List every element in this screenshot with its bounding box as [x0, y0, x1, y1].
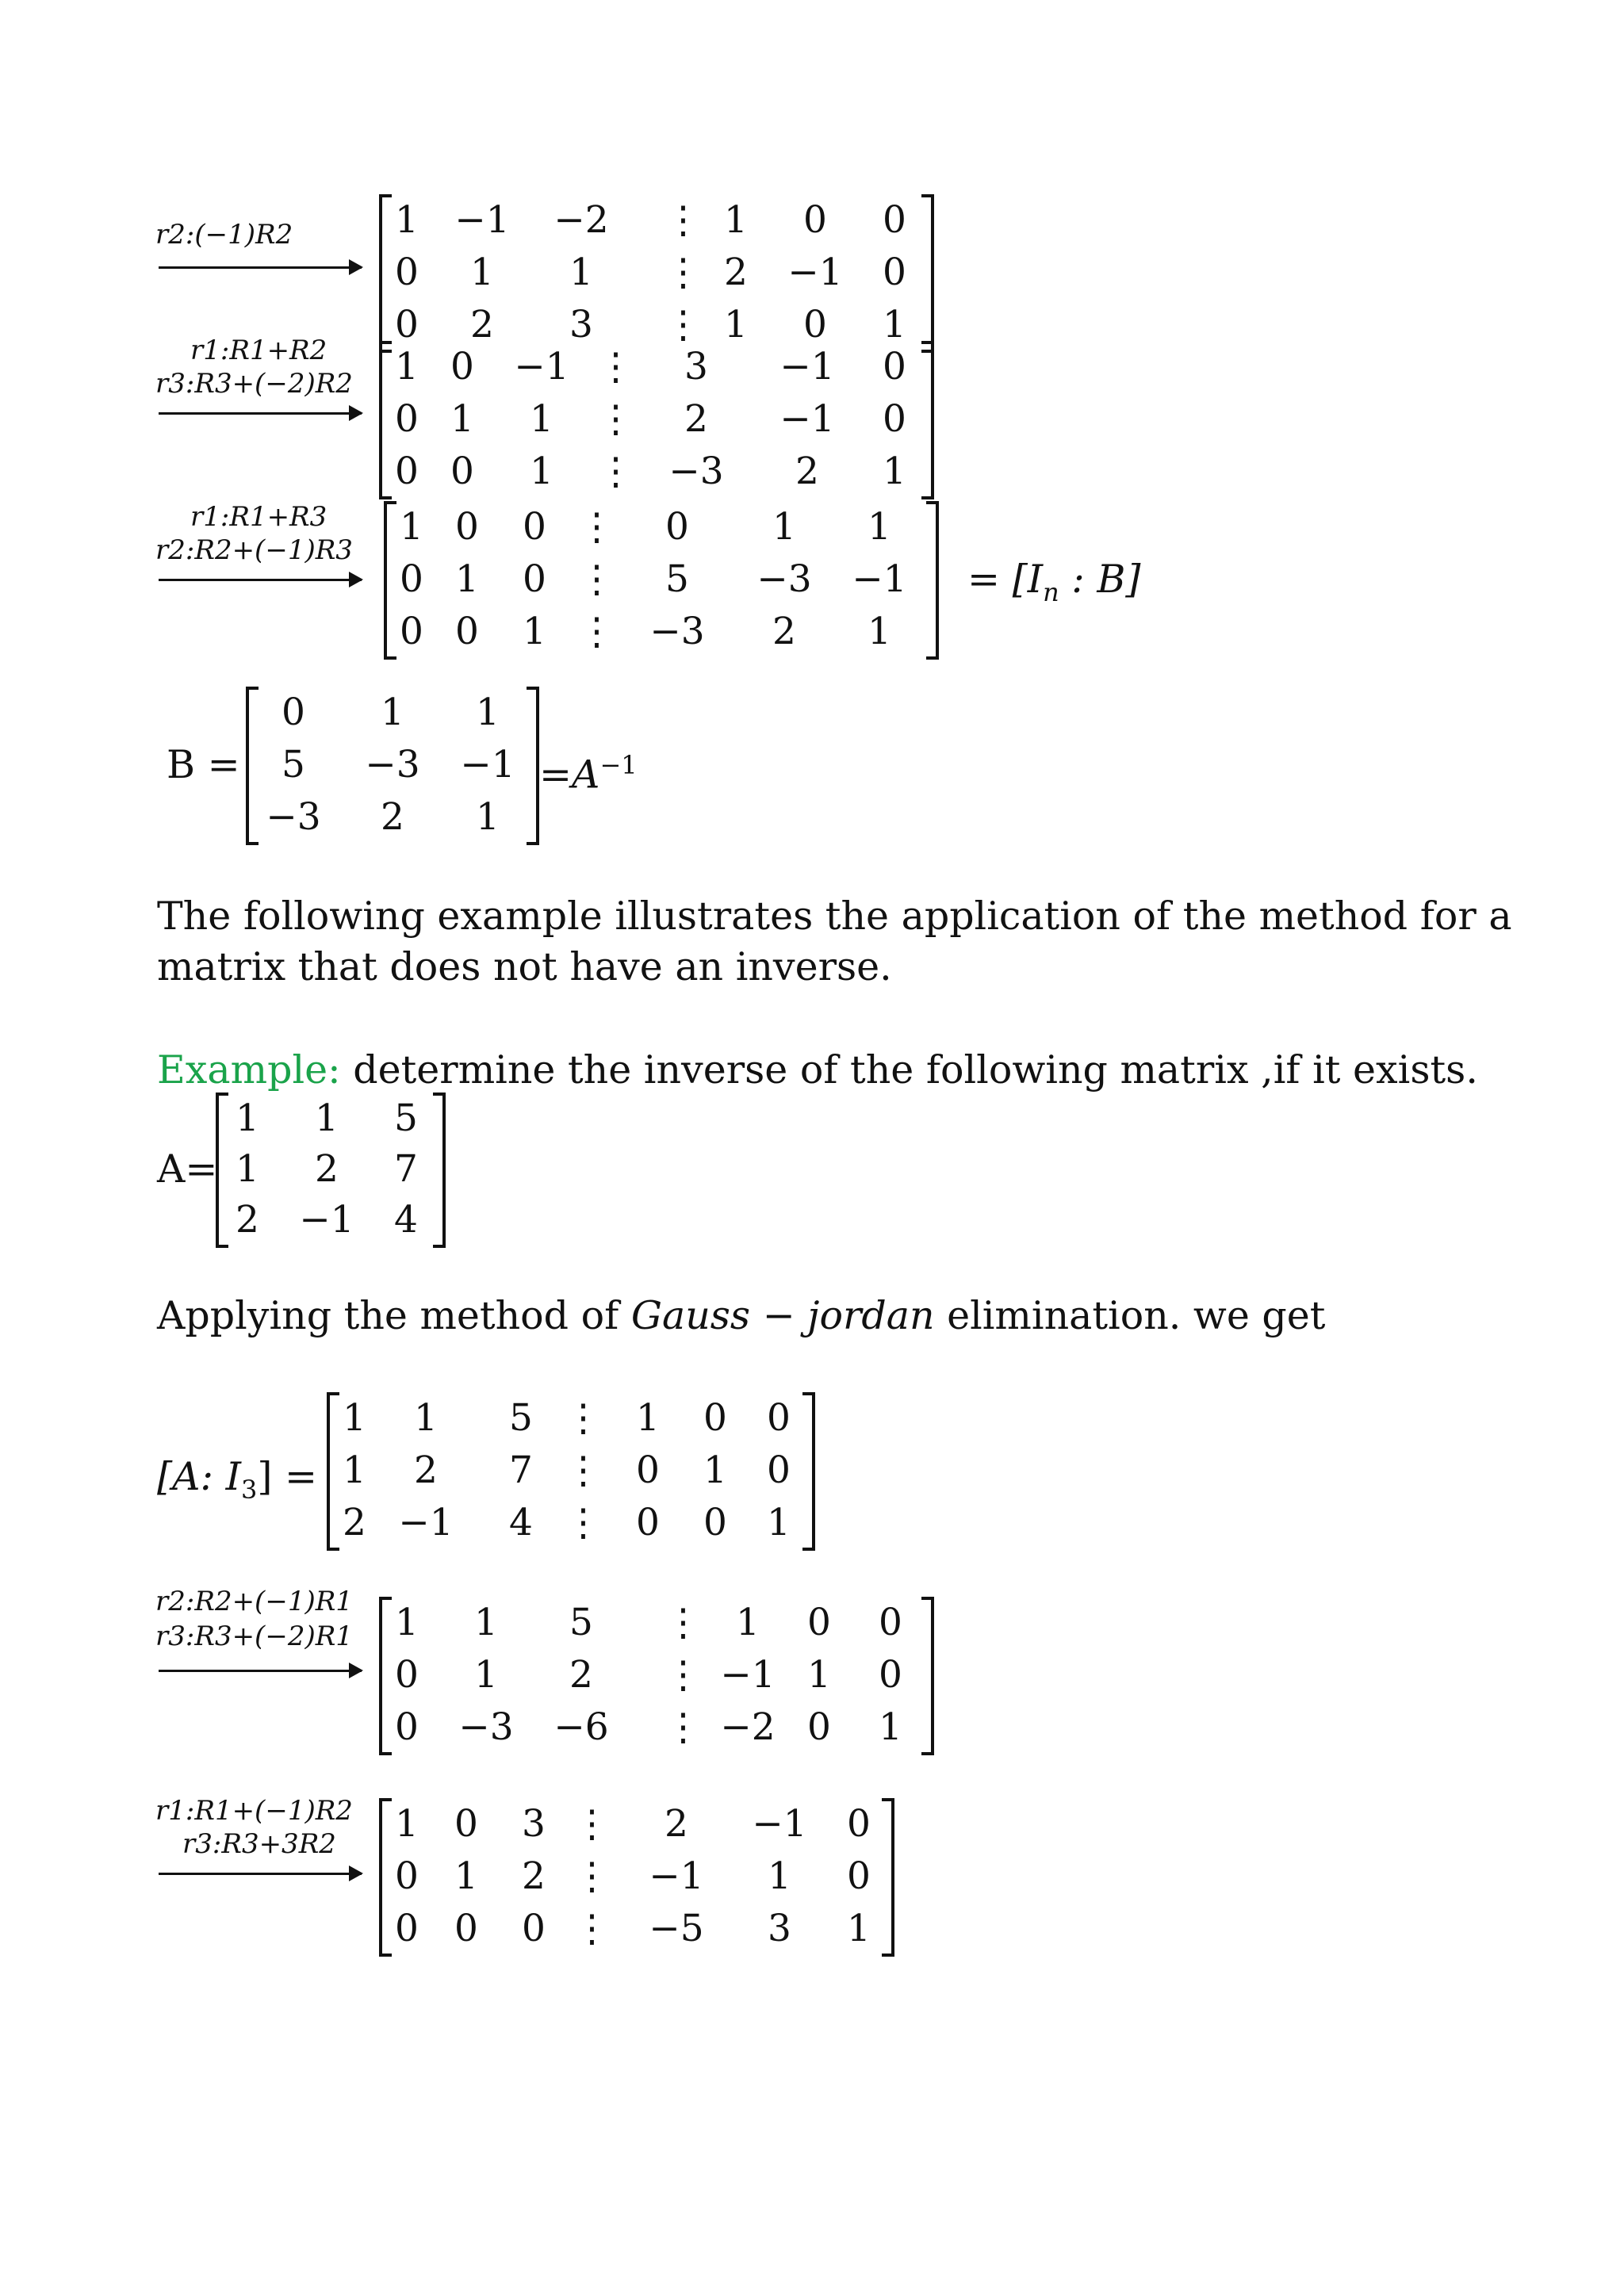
matrix-cell: 1: [414, 1396, 438, 1440]
matrix-cell: 0: [400, 610, 423, 653]
arrow: [159, 266, 362, 269]
matrix-cell: −5: [649, 1907, 704, 1950]
row-operation: r1:R1+R3: [190, 501, 327, 533]
row-operation: r1:R1+(−1)R2: [155, 1795, 353, 1827]
eq-in-b-tail: : B]: [1059, 557, 1141, 602]
matrix-cell: 2: [236, 1198, 259, 1242]
row-operation: r3:R3+(−2)R2: [155, 368, 353, 400]
ai3-label-tail: ] =: [257, 1454, 318, 1499]
matrix-cell: 1: [395, 1802, 419, 1846]
matrix-cell: 4: [394, 1198, 418, 1242]
matrix-cell: 0: [395, 303, 419, 346]
right-bracket: [921, 194, 934, 353]
matrix-cell: 2: [470, 303, 494, 346]
separator: ⋮: [565, 1396, 602, 1440]
matrix-cell: 0: [395, 1854, 419, 1898]
arrow: [159, 1873, 362, 1875]
subscript-3: 3: [240, 1474, 258, 1505]
ai3-label: [157, 1451, 317, 1516]
separator: ⋮: [597, 397, 634, 441]
row-operation: r2:(−1)R2: [155, 219, 293, 251]
applying-math: Gauss − jordan: [630, 1293, 935, 1338]
right-bracket: [921, 341, 934, 499]
row-operation: r3:R3+3R2: [182, 1828, 336, 1860]
separator: ⋮: [573, 1854, 611, 1898]
right-bracket: [921, 1597, 934, 1755]
matrix-cell: −3: [649, 610, 705, 653]
eq-in-b: = [I: [967, 557, 1044, 602]
separator: ⋮: [573, 1907, 611, 1950]
matrix-cell: 5: [569, 1601, 593, 1644]
matrix-cell: 5: [509, 1396, 533, 1440]
separator: ⋮: [578, 557, 615, 601]
matrix-cell: −2: [720, 1705, 776, 1749]
matrix-cell: 1: [343, 1448, 366, 1492]
matrix-cell: 1: [455, 557, 479, 601]
matrix-cell: 1: [476, 795, 500, 839]
row-operation: r1:R1+R2: [190, 335, 327, 366]
matrix-cell: 3: [684, 345, 708, 388]
arrow: [159, 412, 362, 415]
matrix-cell: 0: [454, 1907, 478, 1950]
matrix-cell: 0: [883, 345, 906, 388]
matrix-cell: 1: [724, 303, 748, 346]
separator: ⋮: [578, 610, 615, 653]
matrix-cell: −2: [553, 198, 609, 242]
matrix-cell: 1: [395, 345, 419, 388]
matrix-cell: 1: [395, 1601, 419, 1644]
matrix-cell: 0: [450, 450, 474, 493]
matrix-cell: 1: [315, 1096, 339, 1140]
matrix-cell: 2: [315, 1147, 339, 1191]
separator: ⋮: [665, 198, 702, 242]
matrix-cell: 0: [523, 505, 546, 549]
separator: ⋮: [597, 345, 634, 388]
example-heading: [157, 1043, 1478, 1097]
matrix-cell: 0: [636, 1448, 660, 1492]
applying-sentence: [157, 1289, 1325, 1343]
matrix-cell: 1: [530, 450, 553, 493]
matrix-cell: 1: [236, 1096, 259, 1140]
matrix-cell: 0: [803, 198, 827, 242]
matrix-cell: 1: [470, 251, 494, 294]
matrix-cell: 5: [394, 1096, 418, 1140]
matrix-cell: 2: [795, 450, 819, 493]
matrix-cell: −1: [454, 198, 510, 242]
matrix-cell: 0: [522, 1907, 546, 1950]
matrix-cell: 1: [868, 610, 891, 653]
row-operation: r2:R2+(−1)R3: [155, 534, 353, 566]
matrix-cell: 0: [395, 1907, 419, 1950]
matrix-cell: 0: [395, 1653, 419, 1697]
augmented-matrix: [327, 1392, 815, 1551]
matrix-cell: −3: [458, 1705, 514, 1749]
matrix-cell: −1: [852, 557, 907, 601]
matrix-cell: 0: [395, 251, 419, 294]
a-label: A=: [157, 1146, 218, 1192]
matrix-cell: 1: [450, 397, 474, 441]
matrix-cell: 0: [395, 1705, 419, 1749]
matrix-cell: 0: [400, 557, 423, 601]
matrix-cell: 1: [807, 1653, 831, 1697]
a-matrix: [216, 1093, 446, 1248]
matrix-cell: 2: [414, 1448, 438, 1492]
matrix-cell: 7: [394, 1147, 418, 1191]
example-text: determine the inverse of the following matrix ,if it exists.: [340, 1047, 1478, 1093]
a-inverse: =A: [539, 752, 600, 798]
matrix-cell: 0: [450, 345, 474, 388]
matrix-cell: 1: [474, 1653, 498, 1697]
b-label: B =: [167, 742, 240, 787]
matrix-cell: 2: [522, 1854, 546, 1898]
matrix-cell: 0: [847, 1854, 871, 1898]
matrix-cell: −1: [752, 1802, 807, 1846]
matrix-cell: 3: [768, 1907, 791, 1950]
matrix-cell: 0: [636, 1501, 660, 1544]
matrix-cell: −1: [460, 743, 515, 786]
matrix-cell: 1: [530, 397, 553, 441]
separator: ⋮: [565, 1448, 602, 1492]
right-bracket: [433, 1093, 446, 1248]
matrix-cell: 1: [476, 691, 500, 734]
ai3-label-text: [A: I: [157, 1454, 241, 1499]
matrix-cell: 0: [807, 1601, 831, 1644]
matrix-cell: 2: [569, 1653, 593, 1697]
matrix-cell: −3: [266, 795, 321, 839]
matrix-cell: −3: [668, 450, 724, 493]
matrix-cell: 1: [724, 198, 748, 242]
matrix-cell: 0: [883, 198, 906, 242]
matrix-cell: 1: [400, 505, 423, 549]
augmented-matrix: [379, 194, 934, 353]
equals-a-inverse: [539, 739, 638, 801]
matrix-cell: 0: [879, 1653, 902, 1697]
matrix-cell: −1: [299, 1198, 354, 1242]
matrix-cell: 1: [636, 1396, 660, 1440]
matrix-cell: 2: [684, 397, 708, 441]
matrix-cell: 0: [665, 505, 689, 549]
matrix-cell: 1: [772, 505, 796, 549]
matrix-cell: 5: [282, 743, 305, 786]
separator: ⋮: [565, 1501, 602, 1544]
matrix-cell: 1: [523, 610, 546, 653]
separator: ⋮: [573, 1802, 611, 1846]
identity-equals-b: [967, 553, 1141, 618]
matrix-cell: 1: [395, 198, 419, 242]
matrix-cell: 2: [772, 610, 796, 653]
separator: ⋮: [597, 450, 634, 493]
matrix-cell: −1: [398, 1501, 454, 1544]
matrix-cell: −1: [779, 397, 835, 441]
matrix-cell: 1: [736, 1601, 760, 1644]
matrix-cell: −1: [514, 345, 569, 388]
matrix-cell: 0: [703, 1501, 727, 1544]
matrix-cell: 3: [569, 303, 593, 346]
matrix-cell: 0: [703, 1396, 727, 1440]
matrix-cell: −1: [787, 251, 843, 294]
separator: ⋮: [578, 505, 615, 549]
applying-post: elimination. we get: [934, 1293, 1326, 1338]
matrix-cell: 0: [803, 303, 827, 346]
augmented-matrix: [379, 1597, 934, 1755]
matrix-cell: 1: [767, 1501, 791, 1544]
matrix-cell: −1: [649, 1854, 704, 1898]
matrix-cell: 0: [455, 505, 479, 549]
matrix-cell: 7: [509, 1448, 533, 1492]
matrix-cell: 1: [381, 691, 404, 734]
matrix-cell: −3: [756, 557, 812, 601]
matrix-cell: 2: [343, 1501, 366, 1544]
matrix-cell: 0: [395, 397, 419, 441]
superscript: −1: [599, 750, 638, 780]
arrow: [159, 1670, 362, 1672]
matrix-cell: 4: [509, 1501, 533, 1544]
matrix-cell: 1: [879, 1705, 902, 1749]
matrix-cell: 0: [454, 1802, 478, 1846]
matrix-cell: 1: [569, 251, 593, 294]
matrix-cell: 0: [883, 251, 906, 294]
matrix-cell: 1: [883, 450, 906, 493]
matrix-cell: 0: [767, 1396, 791, 1440]
matrix-cell: 0: [395, 450, 419, 493]
matrix-cell: −6: [553, 1705, 609, 1749]
matrix-cell: 1: [454, 1854, 478, 1898]
augmented-matrix: [384, 501, 939, 660]
separator: ⋮: [665, 1705, 702, 1749]
row-operation: r2:R2+(−1)R1: [155, 1586, 353, 1617]
matrix-cell: 1: [883, 303, 906, 346]
augmented-matrix: [379, 1798, 894, 1957]
separator: ⋮: [665, 303, 702, 346]
arrow: [159, 579, 362, 581]
matrix-cell: 2: [381, 795, 404, 839]
applying-pre: Applying the method of: [157, 1293, 631, 1338]
separator: ⋮: [665, 1653, 702, 1697]
augmented-matrix: [379, 341, 934, 499]
example-label: Example:: [157, 1047, 341, 1093]
matrix-cell: 1: [236, 1147, 259, 1191]
matrix-cell: 1: [768, 1854, 791, 1898]
row-operation: r3:R3+(−2)R1: [155, 1621, 353, 1652]
matrix-cell: 1: [703, 1448, 727, 1492]
matrix-cell: −3: [365, 743, 420, 786]
subscript-n: n: [1043, 576, 1059, 607]
matrix-cell: 1: [343, 1396, 366, 1440]
separator: ⋮: [665, 1601, 702, 1644]
matrix-cell: 3: [522, 1802, 546, 1846]
matrix-cell: 5: [665, 557, 689, 601]
b-matrix: [246, 687, 539, 845]
matrix-cell: −1: [779, 345, 835, 388]
paragraph-line-2: matrix that does not have an inverse.: [157, 944, 892, 989]
matrix-cell: 0: [767, 1448, 791, 1492]
separator: ⋮: [665, 251, 702, 294]
matrix-cell: 2: [724, 251, 748, 294]
matrix-cell: 0: [523, 557, 546, 601]
matrix-cell: 0: [282, 691, 305, 734]
matrix-cell: 1: [847, 1907, 871, 1950]
matrix-cell: −1: [720, 1653, 776, 1697]
matrix-cell: 0: [455, 610, 479, 653]
matrix-cell: 1: [868, 505, 891, 549]
right-bracket: [926, 501, 939, 660]
matrix-cell: 0: [847, 1802, 871, 1846]
matrix-cell: 0: [883, 397, 906, 441]
paragraph-line-1: The following example illustrates the application of the method for a: [157, 894, 1512, 939]
matrix-cell: 1: [474, 1601, 498, 1644]
matrix-cell: 0: [807, 1705, 831, 1749]
matrix-cell: 0: [879, 1601, 902, 1644]
matrix-cell: 2: [665, 1802, 688, 1846]
